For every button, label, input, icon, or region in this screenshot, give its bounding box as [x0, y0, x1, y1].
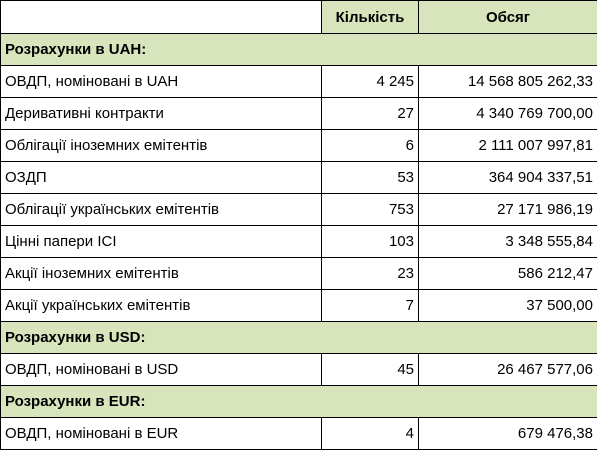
row-volume: 37 500,00	[419, 290, 597, 322]
table-row	[1, 66, 597, 98]
row-volume: 14 568 805 262,33	[419, 66, 597, 98]
section-row	[1, 322, 597, 354]
row-volume: 2 111 007 997,81	[419, 130, 597, 162]
row-count: 753	[322, 194, 419, 226]
row-label: ОВДП, номіновані в USD	[1, 354, 322, 386]
table-row	[1, 194, 597, 226]
table-row	[1, 418, 597, 450]
section-title: Розрахунки в UAH:	[1, 34, 597, 66]
table-row	[1, 258, 597, 290]
row-label: Облігації українських емітентів	[1, 194, 322, 226]
section-title: Розрахунки в EUR:	[1, 386, 597, 418]
table-row	[1, 162, 597, 194]
row-count: 4	[322, 418, 419, 450]
row-volume: 27 171 986,19	[419, 194, 597, 226]
header-count: Кількість	[322, 1, 419, 34]
row-label: ОВДП, номіновані в UAH	[1, 66, 322, 98]
row-count: 6	[322, 130, 419, 162]
header-volume: Обсяг	[419, 1, 597, 34]
row-count: 45	[322, 354, 419, 386]
row-count: 27	[322, 98, 419, 130]
section-row	[1, 386, 597, 418]
header-blank-cell	[1, 1, 322, 34]
table-row	[1, 98, 597, 130]
row-volume: 364 904 337,51	[419, 162, 597, 194]
row-label: Акції українських емітентів	[1, 290, 322, 322]
row-label: Акції іноземних емітентів	[1, 258, 322, 290]
table-row	[1, 130, 597, 162]
row-volume: 3 348 555,84	[419, 226, 597, 258]
row-volume: 679 476,38	[419, 418, 597, 450]
row-label: Облігації іноземних емітентів	[1, 130, 322, 162]
row-volume: 26 467 577,06	[419, 354, 597, 386]
table-body	[1, 34, 597, 450]
row-label: Деривативні контракти	[1, 98, 322, 130]
row-count: 103	[322, 226, 419, 258]
row-count: 23	[322, 258, 419, 290]
row-count: 4 245	[322, 66, 419, 98]
table-row	[1, 290, 597, 322]
row-count: 7	[322, 290, 419, 322]
row-label: ОВДП, номіновані в EUR	[1, 418, 322, 450]
row-volume: 4 340 769 700,00	[419, 98, 597, 130]
header-row	[1, 1, 597, 34]
row-label: Цінні папери ІСІ	[1, 226, 322, 258]
table-row	[1, 354, 597, 386]
table-row	[1, 226, 597, 258]
row-count: 53	[322, 162, 419, 194]
row-label: ОЗДП	[1, 162, 322, 194]
section-row	[1, 34, 597, 66]
row-volume: 586 212,47	[419, 258, 597, 290]
section-title: Розрахунки в USD:	[1, 322, 597, 354]
